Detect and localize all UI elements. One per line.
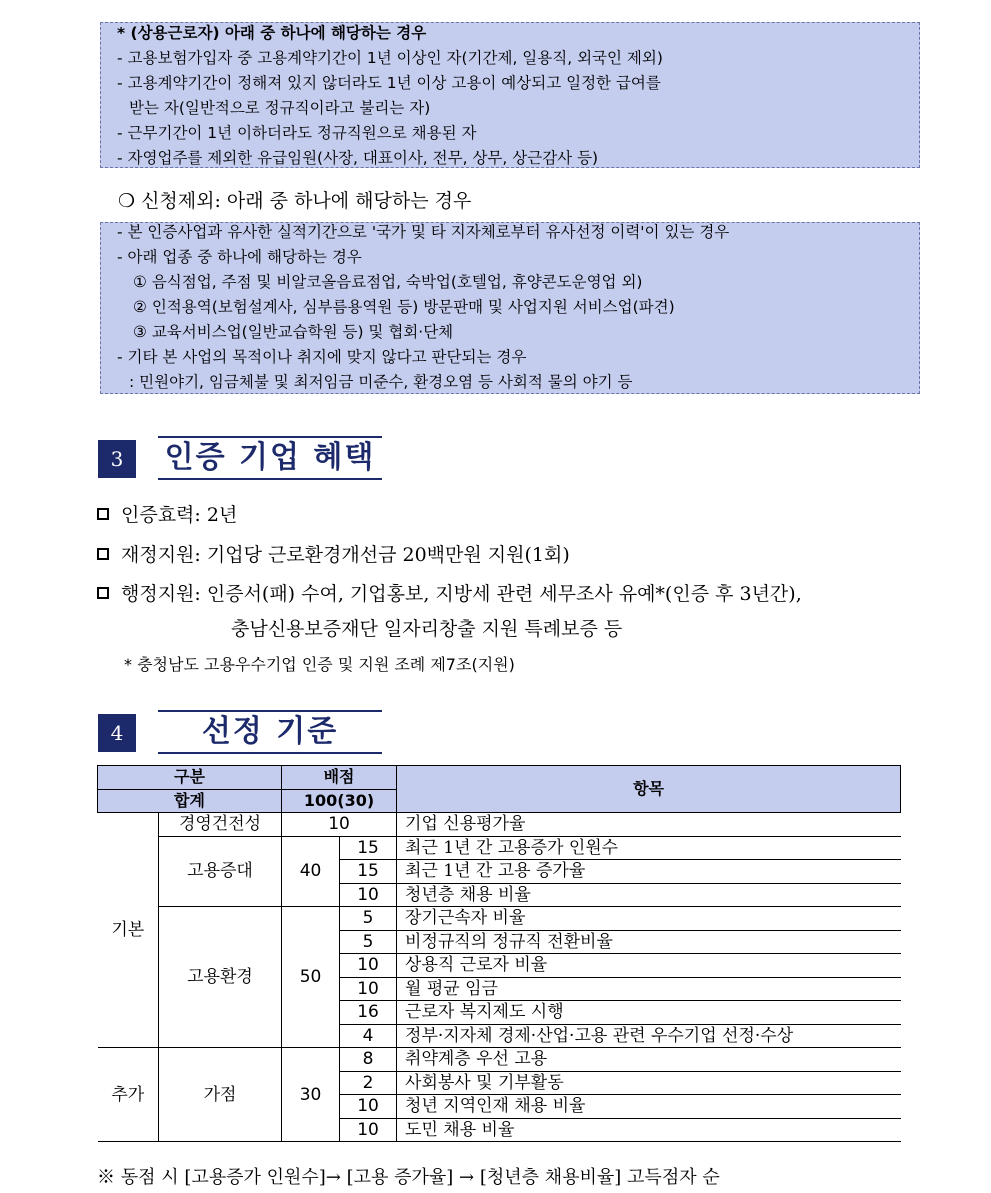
score-cell: 2 — [340, 1071, 397, 1095]
item-cell: 최근 1년 간 고용증가 인원수 — [397, 836, 901, 860]
benefit-item: 인증효력: 2년 — [97, 500, 237, 527]
box1-line: - 고용계약기간이 정해져 있지 않더라도 1년 이상 고용이 예상되고 일정한 급여를 — [117, 74, 661, 92]
score-cell: 16 — [340, 1001, 397, 1025]
header-category: 구분 — [98, 766, 282, 790]
benefit-item: 재정지원: 기업당 근로환경개선금 20백만원 지원(1회) — [97, 540, 570, 567]
header-total-value: 100(30) — [282, 789, 397, 813]
subcategory-cell: 고용증대 — [159, 836, 282, 907]
exclusion-line: ① 음식점업, 주점 및 비알코올음료점업, 숙박업(호텔업, 휴양콘도운영업 외) — [133, 273, 643, 291]
subcategory-cell: 경영건전성 — [159, 813, 282, 837]
score-cell: 10 — [340, 1118, 397, 1142]
item-cell: 취약계층 우선 고용 — [397, 1048, 901, 1072]
score-cell: 8 — [340, 1048, 397, 1072]
score-cell: 10 — [340, 954, 397, 978]
header-item: 항목 — [397, 766, 901, 813]
checkbox-bullet-icon — [97, 508, 109, 520]
subcategory-cell: 가점 — [159, 1048, 282, 1142]
exclusion-line: ③ 교육서비스업(일반교습학원 등) 및 협회·단체 — [133, 323, 454, 341]
item-cell: 청년층 채용 비율 — [397, 883, 901, 907]
section-number: 4 — [98, 714, 136, 752]
box1-line: * (상용근로자) 아래 중 하나에 해당하는 경우 — [117, 24, 427, 42]
section-title: 선정 기준 — [158, 710, 382, 754]
box1-line: - 고용보험가입자 중 고용계약기간이 1년 이상인 자(기간제, 일용직, 외국인 제외) — [117, 49, 663, 67]
score-cell: 10 — [282, 813, 397, 837]
checkbox-bullet-icon — [97, 548, 109, 560]
table-row — [98, 813, 901, 837]
box1-line: 받는 자(일반적으로 정규직이라고 불리는 자) — [129, 99, 431, 117]
score-cell: 5 — [340, 930, 397, 954]
exclusion-box — [100, 222, 920, 394]
ordinance-footnote: * 충청남도 고용우수기업 인증 및 지원 조례 제7조(지원) — [124, 655, 515, 674]
item-cell: 상용직 근로자 비율 — [397, 954, 901, 978]
table-row — [98, 1048, 901, 1072]
item-cell: 최근 1년 간 고용 증가율 — [397, 860, 901, 884]
group-basic: 기본 — [98, 813, 159, 1048]
exclusion-line: - 본 인증사업과 유사한 실적기간으로 '국가 및 타 지자체로부터 유사선정 이력'이 있는 경우 — [117, 223, 730, 241]
item-cell: 기업 신용평가율 — [397, 813, 901, 837]
header-score: 배점 — [282, 766, 397, 790]
subcategory-cell: 고용환경 — [159, 907, 282, 1048]
box1-line: - 근무기간이 1년 이하더라도 정규직원으로 채용된 자 — [117, 124, 477, 142]
score-cell: 15 — [340, 836, 397, 860]
section-number: 3 — [98, 440, 136, 478]
table-row — [98, 907, 901, 931]
checkbox-bullet-icon — [97, 587, 109, 599]
subscore-cell: 50 — [282, 907, 340, 1048]
score-cell: 5 — [340, 907, 397, 931]
exclusion-heading: ❍ 신청제외: 아래 중 하나에 해당하는 경우 — [118, 190, 472, 212]
selection-criteria-table — [97, 765, 901, 1142]
score-cell: 10 — [340, 883, 397, 907]
group-extra: 추가 — [98, 1048, 159, 1142]
subscore-cell: 30 — [282, 1048, 340, 1142]
item-cell: 사회봉사 및 기부활동 — [397, 1071, 901, 1095]
tiebreak-note: ※ 동점 시 [고용증가 인원수]→ [고용 증가율] → [청년층 채용비율] 고득점자 순 — [97, 1167, 720, 1188]
score-cell: 4 — [340, 1024, 397, 1048]
regular-worker-definition-box — [100, 22, 920, 168]
score-cell: 15 — [340, 860, 397, 884]
item-cell: 도민 채용 비율 — [397, 1118, 901, 1142]
section-title: 인증 기업 혜택 — [158, 436, 382, 480]
item-cell: 장기근속자 비율 — [397, 907, 901, 931]
item-cell: 비정규직의 정규직 전환비율 — [397, 930, 901, 954]
item-cell: 근로자 복지제도 시행 — [397, 1001, 901, 1025]
benefit-item: 행정지원: 인증서(패) 수여, 기업홍보, 지방세 관련 세무조사 유예*(인증 후 3년간), — [97, 579, 802, 606]
exclusion-line: ② 인적용역(보험설계사, 심부름용역원 등) 방문판매 및 사업지원 서비스업(파견) — [133, 298, 675, 316]
score-cell: 10 — [340, 1095, 397, 1119]
exclusion-line: - 아래 업종 중 하나에 해당하는 경우 — [117, 248, 362, 266]
score-cell: 10 — [340, 977, 397, 1001]
subscore-cell: 40 — [282, 836, 340, 907]
benefit-continuation: 충남신용보증재단 일자리창출 지원 특례보증 등 — [231, 618, 623, 640]
header-total-label: 합계 — [98, 789, 282, 813]
item-cell: 청년 지역인재 채용 비율 — [397, 1095, 901, 1119]
exclusion-line: : 민원야기, 임금체불 및 최저임금 미준수, 환경오염 등 사회적 물의 야기 등 — [129, 373, 633, 391]
item-cell: 정부·지자체 경제·산업·고용 관련 우수기업 선정·수상 — [397, 1024, 901, 1048]
item-cell: 월 평균 임금 — [397, 977, 901, 1001]
box1-line: - 자영업주를 제외한 유급임원(사장, 대표이사, 전무, 상무, 상근감사 등) — [117, 149, 599, 167]
table-row — [98, 836, 901, 860]
exclusion-line: - 기타 본 사업의 목적이나 취지에 맞지 않다고 판단되는 경우 — [117, 348, 527, 366]
